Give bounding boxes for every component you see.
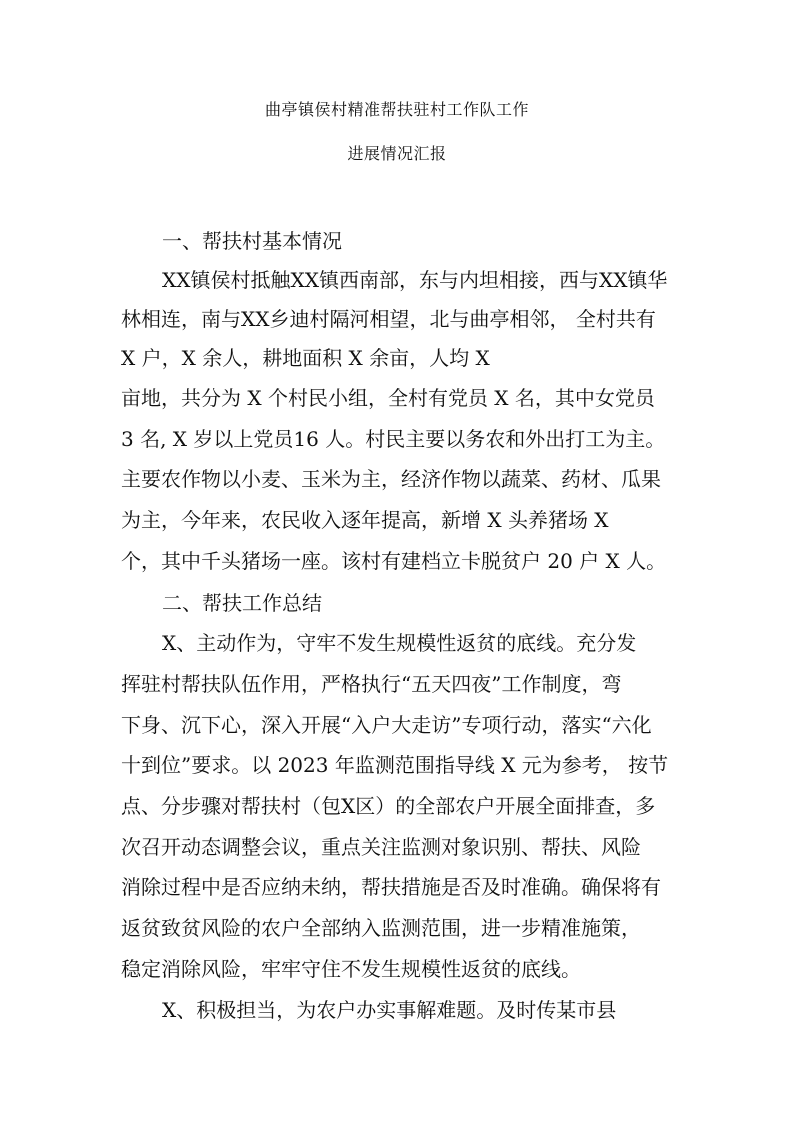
body-line: 下身、沉下心，深入开展“入户大走访”专项行动，落实“六化 xyxy=(121,713,652,737)
body-line: 亩地，共分为 X 个村民小组，全村有党员 X 名，其中女党员 xyxy=(121,386,655,410)
body-line: 3 名, X 岁以上党员16 人。村民主要以务农和外出打工为主。 xyxy=(121,427,666,451)
body-line: XX镇侯村抵触XX镇西南部，东与内坦相接，西与XX镇华 xyxy=(162,268,668,292)
body-line: X、主动作为，守牢不发生规模性返贫的底线。充分发 xyxy=(162,631,637,655)
document-title-line-1: 曲亭镇侯村精准帮扶驻村工作队工作 xyxy=(264,100,529,119)
body-line: X、积极担当，为农户办实事解难题。及时传某市县 xyxy=(162,998,617,1022)
body-line: 次召开动态调整会议，重点关注监测对象识别、帮扶、风险 xyxy=(121,835,641,859)
body-line: X 户，X 余人，耕地面积 X 余亩，人均 X xyxy=(121,346,490,370)
body-line: 稳定消除风险，牢牢守住不发生规模性返贫的底线。 xyxy=(121,957,581,981)
body-line: 为主，今年来，农民收入逐年提高，新增 X 头养猪场 X xyxy=(121,508,609,532)
body-line: 林相连，南与XX乡迪村隔河相望，北与曲亭相邻， 全村共有 xyxy=(121,307,656,331)
section-heading-1: 一、帮扶村基本情况 xyxy=(162,229,342,253)
body-line: 十到位”要求。以 2023 年监测范围指导线 X 元为参考， 按节 xyxy=(121,753,669,777)
body-line: 消除过程中是否应纳未纳，帮扶措施是否及时准确。确保将有 xyxy=(121,875,661,899)
body-line: 返贫致贫风险的农户全部纳入监测范围，进一步精准施策， xyxy=(121,916,641,940)
section-heading-2: 二、帮扶工作总结 xyxy=(162,591,322,615)
body-line: 主要农作物以小麦、玉米为主，经济作物以蔬菜、药材、瓜果 xyxy=(121,467,661,491)
body-line: 点、分步骤对帮扶村（包X区）的全部农户开展全面排查，多 xyxy=(121,794,656,818)
body-line: 挥驻村帮扶队伍作用，严格执行“五天四夜”工作制度，弯 xyxy=(121,672,622,696)
document-title-line-2: 进展情况汇报 xyxy=(347,144,447,163)
body-line: 个，其中千头猪场一座。该村有建档立卡脱贫户 20 户 X 人。 xyxy=(121,549,667,573)
